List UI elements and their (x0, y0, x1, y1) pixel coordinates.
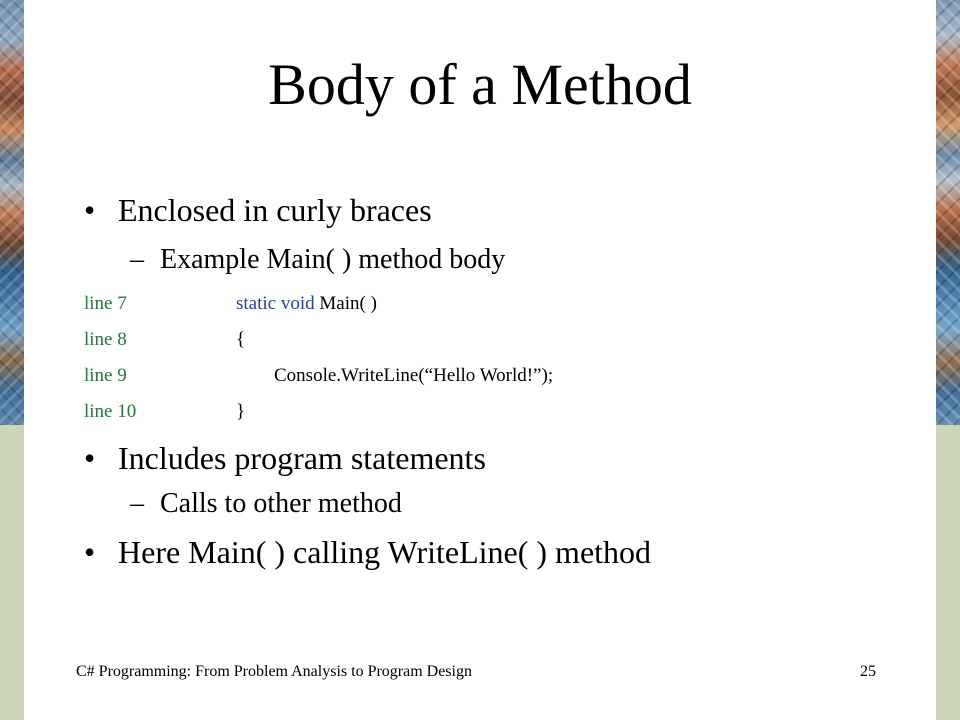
code-line-text: { (236, 329, 246, 350)
slide-number: 25 (860, 663, 876, 680)
bullet-text: Enclosed in curly braces (118, 192, 432, 228)
sub-bullet-item (130, 487, 402, 521)
code-keyword: static void (236, 293, 315, 314)
bullet-marker: • (84, 440, 96, 476)
code-text: Main( ) (314, 293, 377, 314)
code-line-text: Console.WriteLine(“Hello World!”); (274, 365, 554, 386)
bullet-item (84, 190, 432, 230)
bullet-text: Includes program statements (118, 440, 486, 476)
bullet-text: Here Main( ) calling WriteLine( ) method (118, 534, 652, 570)
sub-bullet-text: Example Main( ) method body (160, 244, 506, 275)
footer-course-title: C# Programming: From Problem Analysis to Program Design (76, 663, 472, 680)
bullet-marker: • (84, 192, 96, 228)
code-line-label: line 8 (84, 329, 127, 350)
sub-bullet-marker: – (130, 488, 144, 519)
code-line-text: } (236, 401, 246, 422)
bullet-item (84, 532, 651, 572)
sub-bullet-marker: – (130, 244, 144, 275)
sub-bullet-item (130, 243, 505, 277)
bullet-marker: • (84, 534, 96, 570)
sub-bullet-text: Calls to other method (160, 488, 402, 519)
code-line-text (236, 291, 377, 317)
bullet-item (84, 438, 486, 478)
code-line-label: line 7 (84, 293, 127, 314)
code-line-label: line 9 (84, 365, 127, 386)
code-line-label: line 10 (84, 401, 137, 422)
slide-title: Body of a Method (268, 52, 692, 117)
